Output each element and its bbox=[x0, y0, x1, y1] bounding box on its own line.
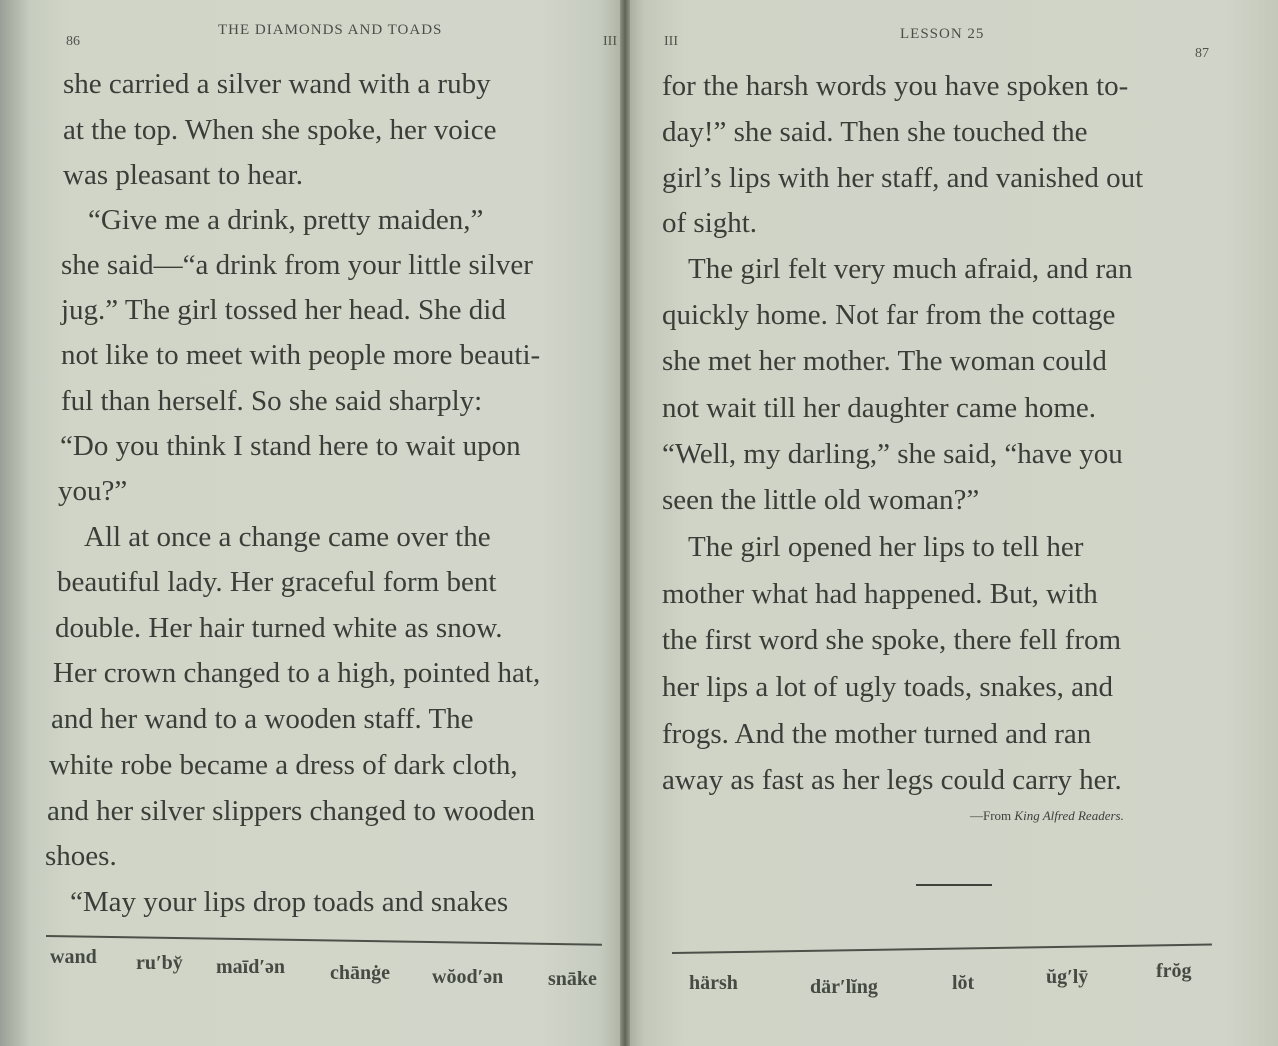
right-page-number: 87 bbox=[1195, 46, 1209, 61]
left-line-1: she carried a silver wand with a ruby bbox=[63, 68, 491, 100]
right-corner-mark: III bbox=[664, 34, 678, 49]
vocab-word: snāke bbox=[548, 968, 597, 990]
left-line-19: “May your lips drop toads and snakes bbox=[70, 886, 509, 918]
vocab-word: lŏt bbox=[952, 972, 975, 994]
right-line-2: day!” she said. Then she touched the bbox=[662, 116, 1088, 148]
vocab-word: frŏg bbox=[1156, 960, 1192, 982]
vocab-word: där′lĭng bbox=[810, 976, 878, 998]
left-line-12: beautiful lady. Her graceful form bent bbox=[57, 566, 497, 598]
vocab-word: wŏod′ən bbox=[432, 966, 504, 988]
vocab-word: wand bbox=[50, 946, 97, 968]
right-line-12: mother what had happened. But, with bbox=[662, 578, 1098, 610]
right-line-15: frogs. And the mother turned and ran bbox=[662, 718, 1092, 750]
left-line-13: double. Her hair turned white as snow. bbox=[55, 612, 503, 644]
left-running-head: THE DIAMONDS AND TOADS bbox=[218, 22, 443, 38]
right-line-11: The girl opened her lips to tell her bbox=[688, 531, 1084, 563]
left-line-9: “Do you think I stand here to wait upon bbox=[60, 430, 521, 462]
book-gutter bbox=[620, 0, 630, 1046]
right-line-13: the first word she spoke, there fell from bbox=[662, 624, 1122, 656]
right-line-10: seen the little old woman?” bbox=[662, 484, 980, 516]
left-line-7: not like to meet with people more beauti- bbox=[61, 339, 541, 371]
left-corner-mark: III bbox=[603, 34, 617, 49]
left-line-2: at the top. When she spoke, her voice bbox=[63, 114, 497, 146]
left-line-6: jug.” The girl tossed her head. She did bbox=[61, 294, 506, 326]
left-line-11: All at once a change came over the bbox=[84, 521, 491, 553]
left-line-16: white robe became a dress of dark cloth, bbox=[49, 749, 518, 781]
vocab-word: maīd′ən bbox=[216, 956, 285, 978]
left-line-17: and her silver slippers changed to wooden bbox=[47, 795, 536, 827]
right-vocab-rule bbox=[672, 944, 1212, 954]
source-credit bbox=[970, 808, 1124, 824]
left-vocab-rule bbox=[46, 935, 602, 946]
source-prefix: —From bbox=[970, 808, 1015, 823]
right-line-4: of sight. bbox=[662, 207, 758, 239]
vocab-word: ŭg′lȳ bbox=[1046, 966, 1089, 988]
source-title: King Alfred Readers. bbox=[1014, 808, 1124, 823]
right-line-7: she met her mother. The woman could bbox=[662, 345, 1107, 377]
right-line-8: not wait till her daughter came home. bbox=[662, 392, 1097, 424]
right-line-16: away as fast as her legs could carry her. bbox=[662, 764, 1122, 796]
end-of-lesson-mark bbox=[916, 884, 992, 886]
left-line-4: “Give me a drink, pretty maiden,” bbox=[88, 204, 484, 236]
right-line-6: quickly home. Not far from the cottage bbox=[662, 299, 1116, 331]
left-line-5: she said—“a drink from your little silver bbox=[61, 249, 533, 281]
left-line-15: and her wand to a wooden staff. The bbox=[51, 703, 474, 735]
vocab-word: chānġe bbox=[330, 962, 390, 984]
right-line-5: The girl felt very much afraid, and ran bbox=[688, 253, 1133, 285]
left-line-18: shoes. bbox=[45, 840, 117, 872]
right-running-head: LESSON 25 bbox=[900, 26, 985, 42]
right-line-3: girl’s lips with her staff, and vanished out bbox=[662, 162, 1144, 194]
vocab-word: härsh bbox=[689, 972, 738, 994]
left-page-number: 86 bbox=[66, 34, 80, 49]
left-line-8: ful than herself. So she said sharply: bbox=[61, 385, 483, 417]
vocab-word: ru′by̆ bbox=[136, 952, 183, 974]
right-line-9: “Well, my darling,” she said, “have you bbox=[662, 438, 1123, 470]
right-page bbox=[626, 0, 1278, 1046]
right-line-14: her lips a lot of ugly toads, snakes, and bbox=[662, 671, 1114, 703]
left-line-3: was pleasant to hear. bbox=[63, 159, 303, 191]
left-line-14: Her crown changed to a high, pointed hat, bbox=[53, 657, 541, 689]
left-page bbox=[0, 0, 626, 1046]
left-line-10: you?” bbox=[58, 475, 128, 507]
right-line-1: for the harsh words you have spoken to- bbox=[662, 70, 1129, 102]
